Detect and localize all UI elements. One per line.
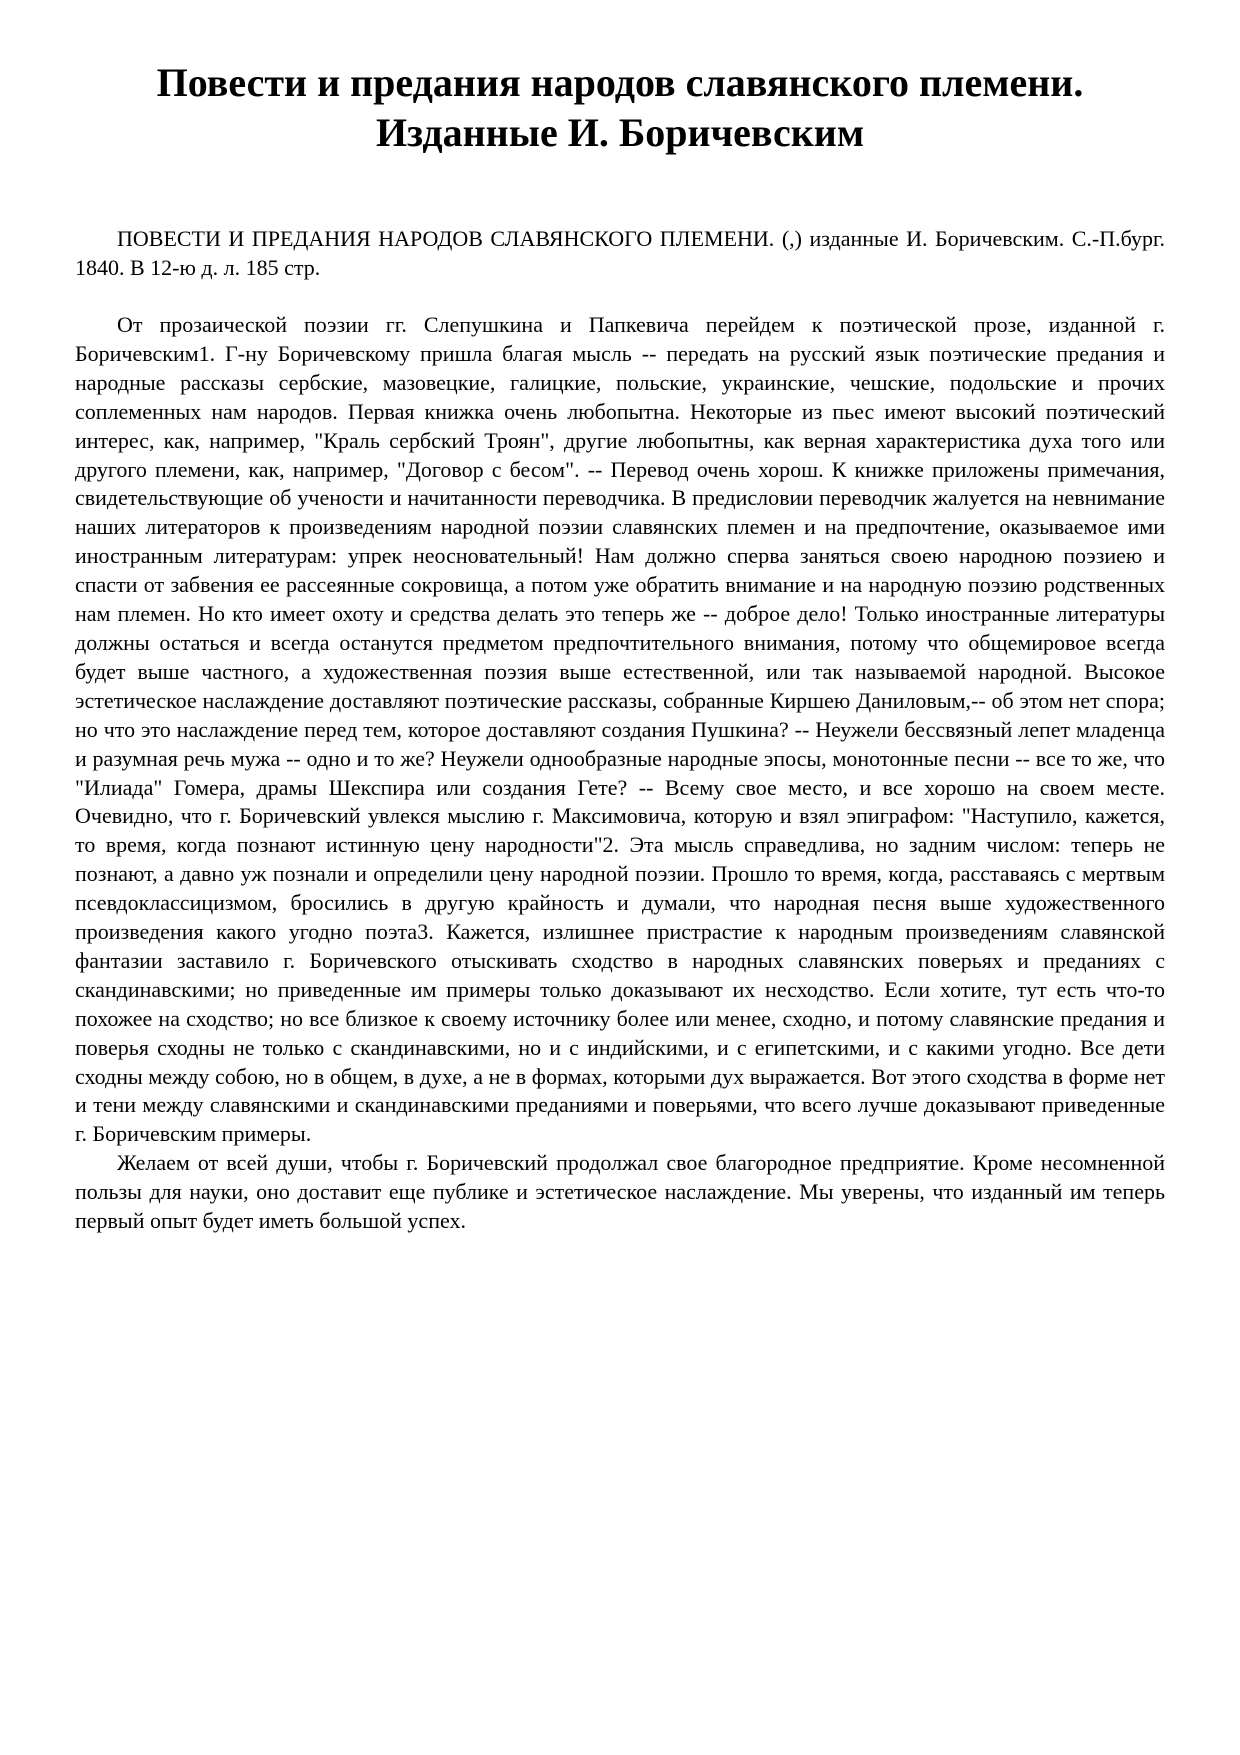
title-line-2: Изданные И. Боричевским <box>375 110 865 155</box>
paragraph-2: Желаем от всей души, чтобы г. Боричевский продолжал свое благородное предприятие. Кроме несомненной пользы для науки, оно доставит еще публике и эстетическое наслаждение. Мы уверены, что изданный им теперь первый опыт будет иметь большой успех. <box>75 1150 1165 1234</box>
review-body <box>75 311 1165 1236</box>
document-title <box>75 58 1165 158</box>
bibliographic-entry: ПОВЕСТИ И ПРЕДАНИЯ НАРОДОВ СЛАВЯНСКОГО ПЛЕМЕНИ. (,) изданные И. Боричевским. С.-П.бург. 1840. В 12-ю д. л. 185 стр. <box>75 226 1165 280</box>
paragraph-1: От прозаической поэзии гг. Слепушкина и Папкевича перейдем к поэтической прозе, изданной г. Боричевским1. Г-ну Боричевскому пришла благая мысль -- передать на русский язык поэтические предания и народные рассказы сербские, мазовецкие, галицкие, польские, украинские, чешские, подольские и прочих соплеменных нам народов. Первая книжка очень любопытна. Некоторые из пьес имеют высокий поэтический интерес, как, например, "Краль сербский Троян", другие любопытны, как верная характеристика духа того или другого племени, как, например, "Договор с бесом". -- Перевод очень хорош. К книжке приложены примечания, свидетельствующие об учености и начитанности переводчика. В предисловии переводчик жалуется на невнимание наших литераторов к произведениям народной поэзии славянских племен и на предпочтение, оказываемое ими иностранным литературам: упрек неосновательный! Нам должно сперва заняться своею народною поэзиею и спасти от забвения ее рассеянные сокровища, а потом уже обратить внимание и на народную поэзию родственных нам племен. Но кто имеет охоту и средства делать это теперь же -- доброе дело! Только иностранные литературы должны остаться и всегда останутся предметом предпочтительного внимания, потому что общемировое всегда будет выше частного, а художественная поэзия выше естественной, или так называемой народной. Высокое эстетическое наслаждение доставляют поэтические рассказы, собранные Киршею Даниловым,-- об этом нет спора; но что это наслаждение перед тем, которое доставляют создания Пушкина? -- Неужели бессвязный лепет младенца и разумная речь мужа -- одно и то же? Неужели однообразные народные эпосы, монотонные песни -- все то же, что "Илиада" Гомера, драмы Шекспира или создания Гете? -- Всему свое место, и все хорошо на своем месте. Очевидно, что г. Боричевский увлекся мыслию г. Максимовича, которую и взял эпиграфом: "Наступило, кажется, то время, когда познают истинную цену народности"2. Эта мысль справедлива, но задним числом: теперь не познают, а давно уж познали и определили цену народной поэзии. Прошло то время, когда, расставаясь с мертвым псевдоклассицизмом, бросились в другую крайность и думали, что народная песня выше художественного произведения какого угодно поэта3. Кажется, излишнее пристрастие к народным произведениям славянской фантазии заставило г. Боричевского отыскивать сходство в народных славянских поверьях и преданиях с скандинавскими; но приведенные им примеры только доказывают их несходство. Если хотите, тут есть что-то похожее на сходство; но все близкое к своему источнику более или менее, сходно, и потому славянские предания и поверья сходны не только с скандинавскими, но и с индийскими, и с египетскими, и с какими угодно. Все дети сходны между собою, но в общем, в духе, а не в формах, которыми дух выражается. Вот этого сходства в форме нет и тени между славянскими и скандинавскими преданиями и поверьями, что всего лучше доказывают приведенные г. Боричевским примеры. <box>75 312 1165 1147</box>
title-line-1: Повести и предания народов славянского племени. <box>156 60 1084 105</box>
